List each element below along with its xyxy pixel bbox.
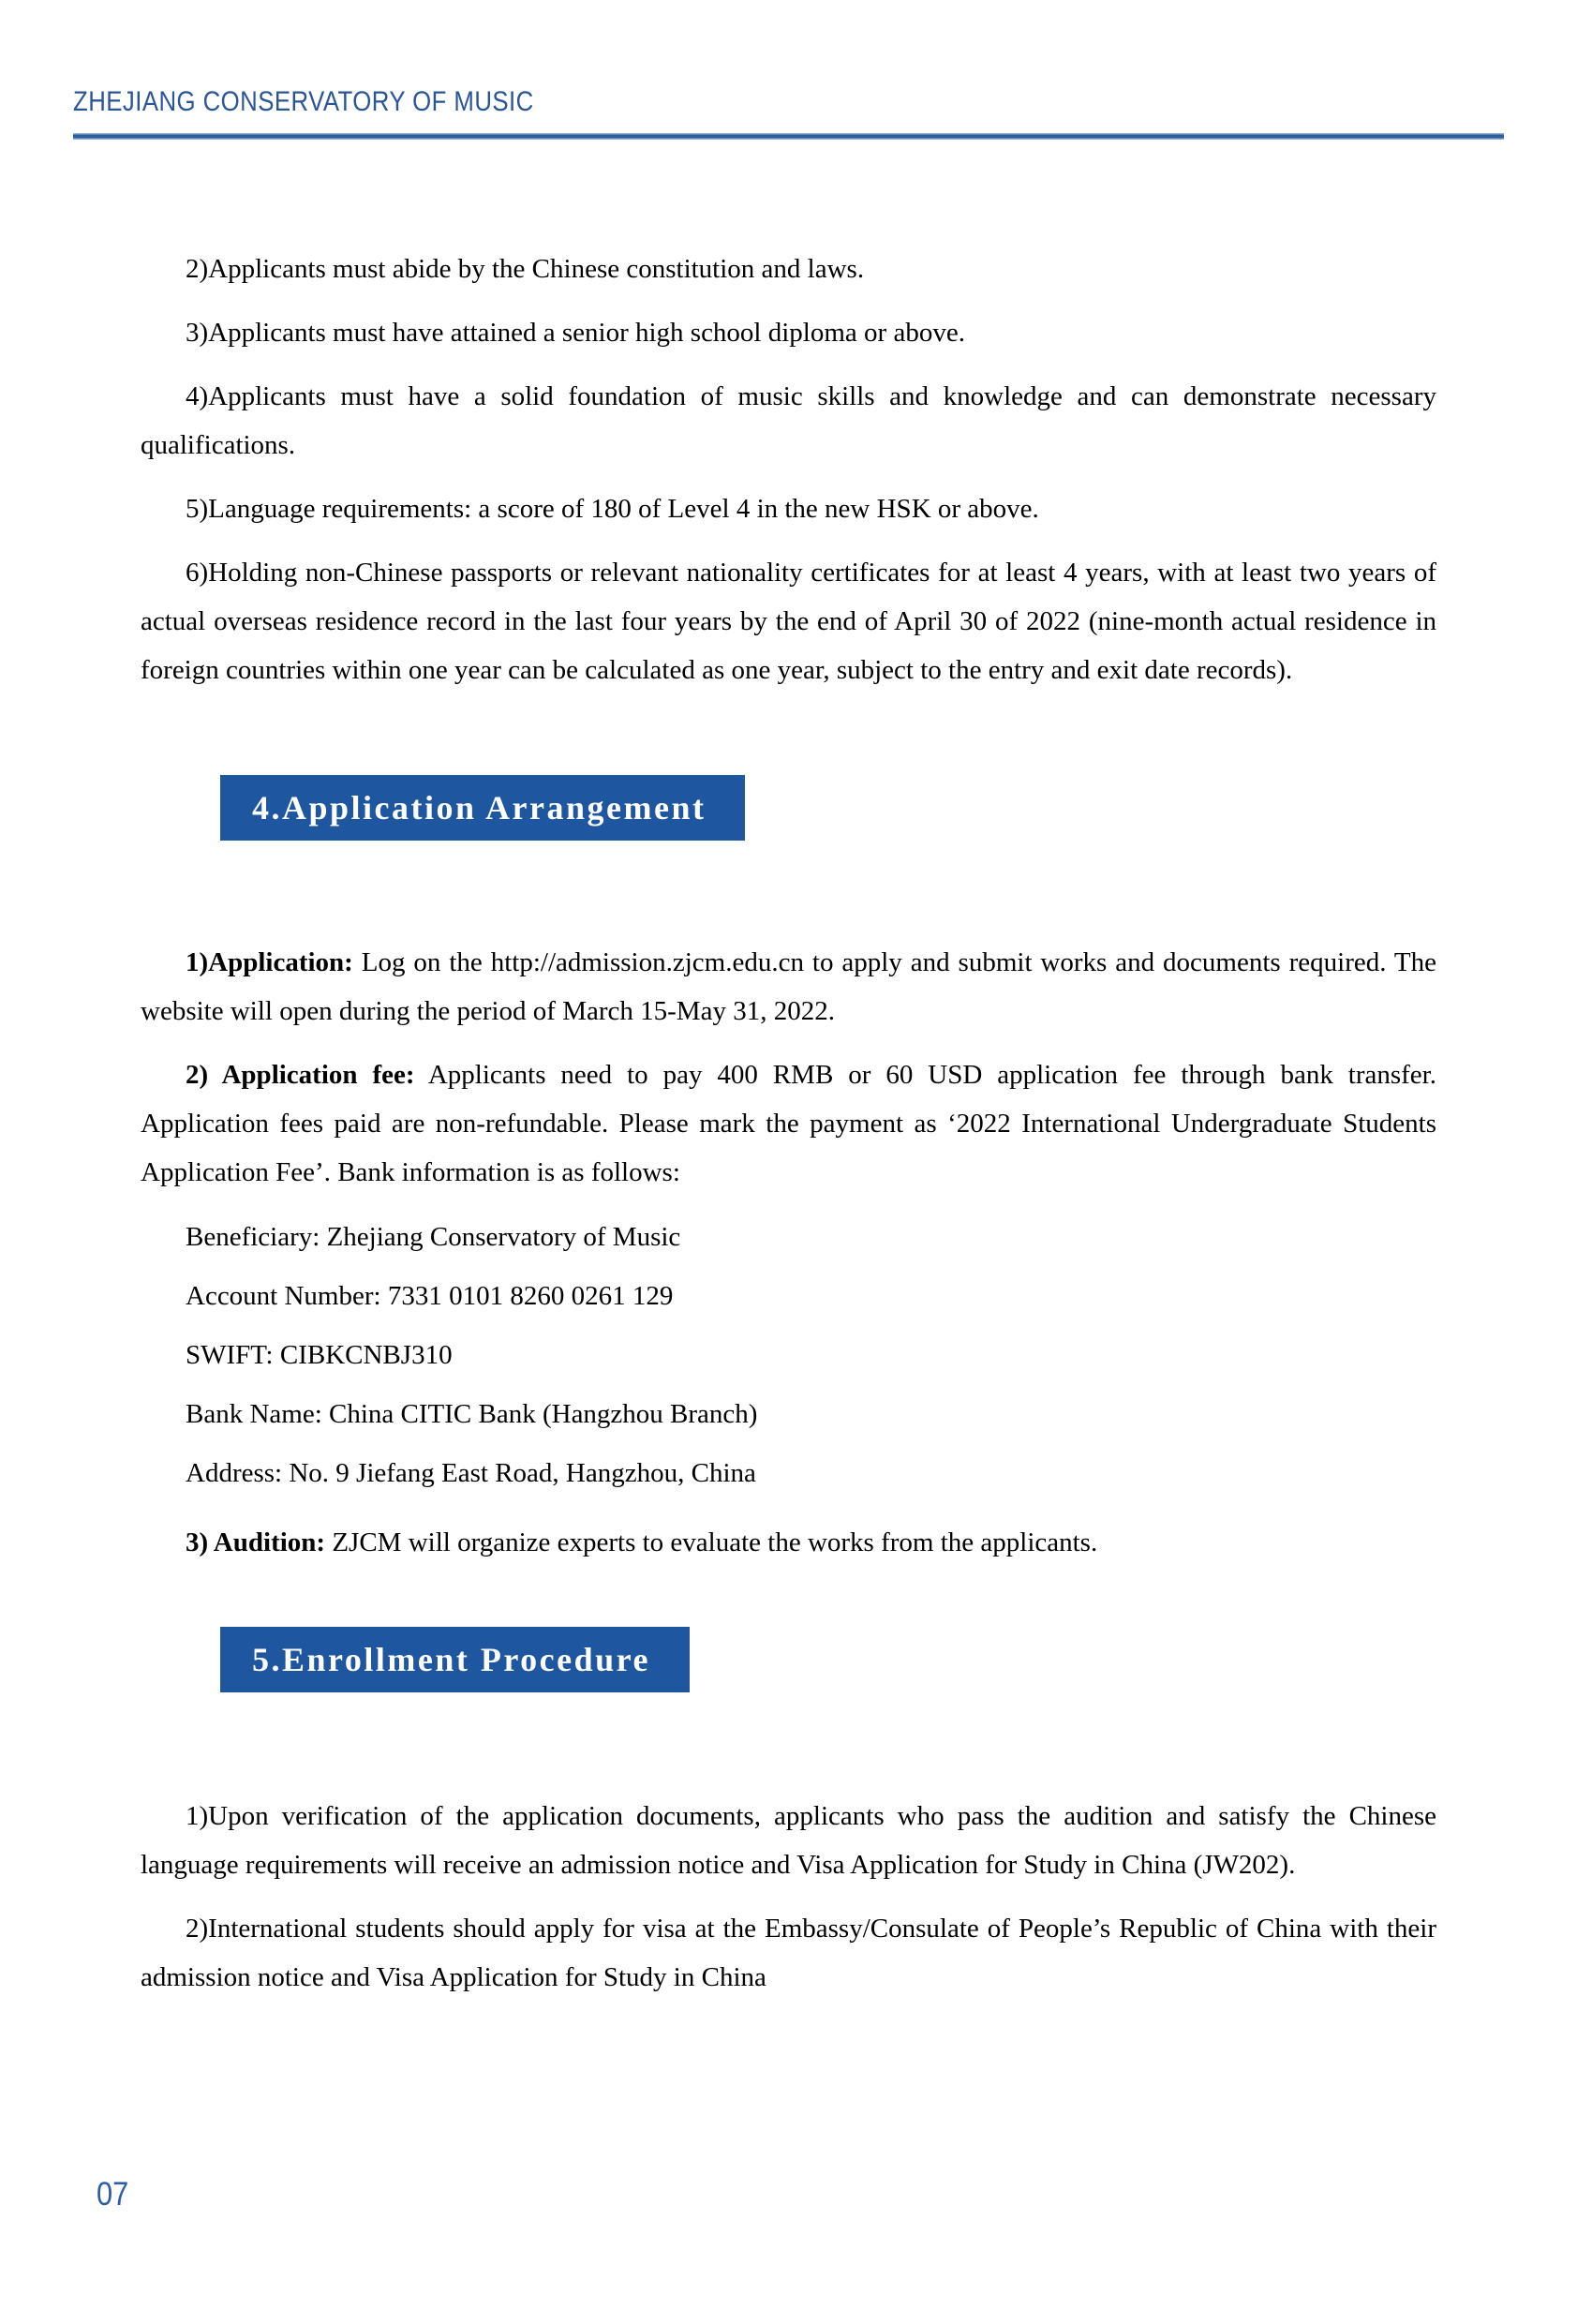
audition-label: 3) Audition: <box>186 1527 326 1557</box>
audition-paragraph <box>141 1518 1436 1567</box>
application-text: Log on the http://admission.zjcm.edu.cn to apply and submit works and documents required. The website will open during the period of March 15-May 31, 2022. <box>141 947 1436 1026</box>
audition-text: ZJCM will organize experts to evaluate the works from the applicants. <box>325 1527 1098 1557</box>
section-5-heading: 5.Enrollment Procedure <box>220 1627 690 1692</box>
application-fee-text: Applicants need to pay 400 RMB or 60 USD application fee through bank transfer. Application fees paid are non-refundable. Please mark the payment as ‘2022 International Undergraduate Students Application Fee’. Bank information is as follows: <box>141 1060 1436 1187</box>
application-fee-paragraph <box>141 1050 1436 1197</box>
document-header <box>73 0 1504 118</box>
bank-account-number-line: Account Number: 7331 0101 8260 0261 129 <box>186 1281 674 1311</box>
section-4-heading-row <box>141 775 1436 841</box>
section-4-heading: 4.Application Arrangement <box>220 775 745 841</box>
enrollment-paragraph-1: 1)Upon verification of the application documents, applicants who pass the audition and satisfy the Chinese language requirements will receive an admission notice and Visa Application for Study in China (JW202). <box>141 1801 1436 1880</box>
eligibility-paragraph-6: 6)Holding non-Chinese passports or relevant nationality certificates for at least 4 years, with at least two years of actual overseas residence record in the last four years by the end of April 30 of 2022 (nine-month actual residence in foreign countries within one year can be calculated as one year, subject to the entry and exit date records). <box>141 558 1436 685</box>
header-rule <box>73 133 1504 140</box>
application-paragraph <box>141 938 1436 1035</box>
document-body <box>141 245 1436 2002</box>
bank-beneficiary-line: Beneficiary: Zhejiang Conservatory of Music <box>186 1222 681 1252</box>
bank-name-line: Bank Name: China CITIC Bank (Hangzhou Branch) <box>186 1399 758 1429</box>
university-name: ZHEJIANG CONSERVATORY OF MUSIC <box>73 86 534 117</box>
application-fee-label: 2) Application fee: <box>186 1060 415 1090</box>
bank-swift-line: SWIFT: CIBKCNBJ310 <box>186 1340 453 1370</box>
page-number: 07 <box>97 2176 129 2212</box>
section-5-heading-row <box>141 1627 1436 1692</box>
bank-information-block <box>141 1208 1436 1503</box>
eligibility-paragraph-3: 3)Applicants must have attained a senior high school diploma or above. <box>186 318 965 348</box>
eligibility-paragraph-2: 2)Applicants must abide by the Chinese constitution and laws. <box>186 254 865 284</box>
eligibility-paragraph-4: 4)Applicants must have a solid foundation of music skills and knowledge and can demonstrate necessary qualifications. <box>141 381 1436 460</box>
application-label: 1)Application: <box>186 947 353 977</box>
enrollment-paragraph-2: 2)International students should apply for visa at the Embassy/Consulate of People’s Republic of China with their admission notice and Visa Application for Study in China <box>141 1914 1436 1992</box>
bank-address-line: Address: No. 9 Jiefang East Road, Hangzhou, China <box>186 1458 756 1488</box>
eligibility-paragraph-5: 5)Language requirements: a score of 180 of Level 4 in the new HSK or above. <box>186 494 1039 524</box>
